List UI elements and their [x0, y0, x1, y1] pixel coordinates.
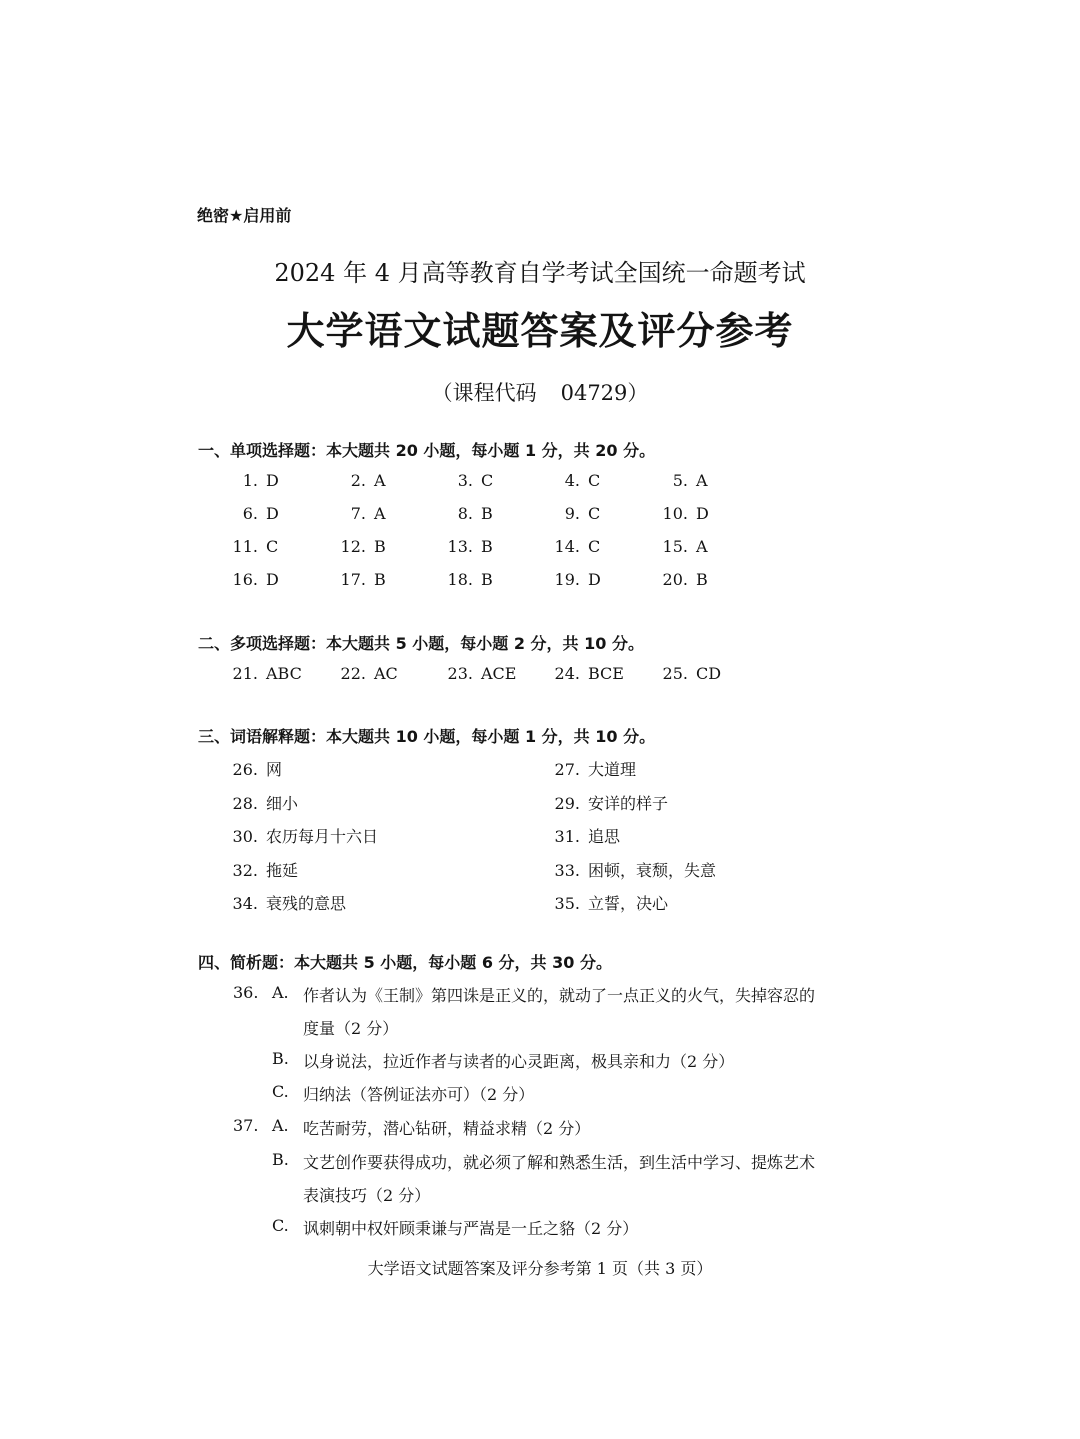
section2-answer-item [658, 664, 721, 683]
q37-c-text: 讽刺朝中权奸顾秉谦与严嵩是一丘之貉（2 分） [303, 1219, 639, 1238]
question-number: 28. [232, 793, 258, 813]
question-number: 33. [554, 860, 580, 880]
question-number: 7. [350, 504, 366, 523]
answer-value: B [374, 537, 386, 556]
section1-answer-item [658, 504, 709, 523]
answer-value: C [588, 471, 601, 490]
question-number: 12. [340, 537, 366, 556]
q36-b-label: B. [272, 1049, 289, 1068]
answer-value: D [588, 570, 601, 589]
question-number: 31. [554, 827, 580, 846]
section1-answer-item [550, 471, 600, 490]
answer-value: 衰残的意思 [266, 894, 347, 913]
answer-value: A [374, 471, 386, 490]
section1-answer-item [228, 537, 278, 556]
q36-c-label: C. [272, 1082, 289, 1101]
answer-value: 大道理 [588, 760, 637, 779]
section1-answer-item [228, 570, 279, 589]
section1-answer-item [228, 471, 279, 490]
section3-answer-item [228, 791, 298, 814]
section1-answer-item [550, 504, 600, 523]
course-code [0, 377, 1080, 407]
question-number: 11. [232, 537, 258, 556]
section1-heading: 一、单项选择题：本大题共 20 小题，每小题 1 分，共 20 分。 [198, 441, 656, 460]
answer-value: D [266, 570, 279, 589]
section2-answer-item [443, 664, 516, 683]
answer-value: D [696, 504, 709, 523]
answer-value: 网 [266, 760, 283, 779]
answer-value: 追思 [588, 827, 621, 846]
confidential-mark: 绝密★启用前 [197, 206, 292, 225]
answer-value: C [266, 537, 279, 556]
q37-number: 37. [233, 1116, 259, 1135]
q37-a-text: 吃苦耐劳，潜心钻研，精益求精（2 分） [303, 1119, 591, 1138]
q37-a-label: A. [272, 1116, 289, 1135]
section1-answer-item [443, 471, 493, 490]
question-number: 32. [232, 860, 258, 880]
question-number: 27. [554, 760, 580, 779]
section4-heading: 四、简析题：本大题共 5 小题，每小题 6 分，共 30 分。 [198, 953, 612, 972]
question-number: 16. [232, 570, 258, 589]
section1-answer-item [658, 570, 708, 589]
answer-value: ACE [481, 664, 517, 683]
answer-value: AC [374, 664, 398, 683]
course-code-number: 04729） [560, 381, 649, 405]
section3-answer-item [228, 824, 378, 847]
course-code-label: （课程代码 [431, 381, 537, 405]
question-number: 26. [232, 760, 258, 779]
section1-answer-item [443, 537, 493, 556]
section1-answer-item [550, 570, 601, 589]
page-footer: 大学语文试题答案及评分参考第 1 页（共 3 页） [367, 1259, 713, 1278]
question-number: 13. [447, 537, 473, 556]
question-number: 22. [340, 664, 366, 683]
answer-value: A [696, 471, 708, 490]
answer-value: CD [696, 664, 722, 683]
question-number: 6. [242, 504, 258, 523]
question-number: 8. [457, 504, 473, 523]
question-number: 15. [662, 537, 688, 556]
section3-answer-item [550, 791, 668, 814]
section2-answer-item [336, 664, 398, 683]
q36-b-text: 以身说法，拉近作者与读者的心灵距离，极具亲和力（2 分） [303, 1052, 735, 1071]
section1-answer-item [336, 570, 386, 589]
question-number: 4. [564, 471, 580, 490]
q36-number: 36. [233, 983, 259, 1002]
answer-value: 细小 [266, 793, 299, 813]
q36-a-line2: 度量（2 分） [303, 1019, 399, 1038]
question-number: 14. [554, 537, 580, 556]
answer-value: C [588, 504, 601, 523]
q37-b-label: B. [272, 1150, 289, 1169]
answer-value: B [374, 570, 386, 589]
answer-value: 立誓，决心 [588, 894, 669, 913]
section1-answer-item [443, 570, 493, 589]
section1-answer-item [658, 471, 708, 490]
question-number: 1. [242, 471, 258, 490]
question-number: 9. [564, 504, 580, 523]
answer-value: D [266, 471, 279, 490]
exam-subtitle: 2024 年 4 月高等教育自学考试全国统一命题考试 [274, 259, 806, 287]
section2-answer-item [228, 664, 302, 683]
section3-answer-item [550, 824, 620, 847]
question-number: 10. [662, 504, 688, 523]
q37-b-line1: 文艺创作要获得成功，就必须了解和熟悉生活，到生活中学习、提炼艺术 [303, 1153, 816, 1172]
section2-answer-item [550, 664, 624, 683]
answer-value: A [374, 504, 386, 523]
answer-value: 安详的样子 [588, 793, 669, 813]
section3-answer-item [550, 757, 636, 780]
question-number: 25. [662, 664, 688, 683]
answer-value: ABC [266, 664, 302, 683]
section3-answer-item [550, 891, 668, 914]
question-number: 2. [350, 471, 366, 490]
answer-value: B [481, 570, 493, 589]
page-title: 大学语文试题答案及评分参考 [286, 309, 794, 353]
question-number: 17. [340, 570, 366, 589]
section1-answer-item [228, 504, 279, 523]
q36-c-text: 归纳法（答例证法亦可）（2 分） [303, 1085, 535, 1104]
section1-answer-item [443, 504, 493, 523]
question-number: 21. [232, 664, 258, 683]
question-number: 3. [457, 471, 473, 490]
section2-heading: 二、多项选择题：本大题共 5 小题，每小题 2 分，共 10 分。 [198, 634, 644, 653]
answer-value: B [696, 570, 708, 589]
question-number: 18. [447, 570, 473, 589]
section1-answer-item [336, 504, 386, 523]
section3-answer-item [550, 858, 716, 881]
section1-answer-item [336, 537, 386, 556]
q37-b-line2: 表演技巧（2 分） [303, 1186, 431, 1205]
section3-answer-item [228, 858, 298, 881]
question-number: 5. [672, 471, 688, 490]
answer-value: BCE [588, 664, 624, 683]
q36-a-label: A. [272, 983, 289, 1002]
answer-value: C [588, 537, 601, 556]
question-number: 19. [554, 570, 580, 589]
answer-value: A [696, 537, 708, 556]
q37-c-label: C. [272, 1216, 289, 1235]
question-number: 24. [554, 664, 580, 683]
answer-value: B [481, 504, 493, 523]
question-number: 35. [554, 894, 580, 913]
section1-answer-item [550, 537, 600, 556]
question-number: 34. [232, 894, 258, 913]
question-number: 30. [232, 827, 258, 846]
question-number: 20. [662, 570, 688, 589]
answer-value: 困顿，衰颓，失意 [588, 860, 717, 880]
answer-value: 拖延 [266, 860, 299, 880]
answer-value: B [481, 537, 493, 556]
section1-answer-item [336, 471, 386, 490]
section3-answer-item [228, 757, 282, 780]
answer-value: 农历每月十六日 [266, 827, 379, 846]
question-number: 23. [447, 664, 473, 683]
answer-value: D [266, 504, 279, 523]
section3-answer-item [228, 891, 346, 914]
q36-a-line1: 作者认为《王制》第四诛是正义的，就动了一点正义的火气，失掉容忍的 [303, 986, 816, 1005]
section1-answer-item [658, 537, 708, 556]
question-number: 29. [554, 793, 580, 813]
section3-heading: 三、词语解释题：本大题共 10 小题，每小题 1 分，共 10 分。 [198, 727, 656, 746]
answer-value: C [481, 471, 494, 490]
